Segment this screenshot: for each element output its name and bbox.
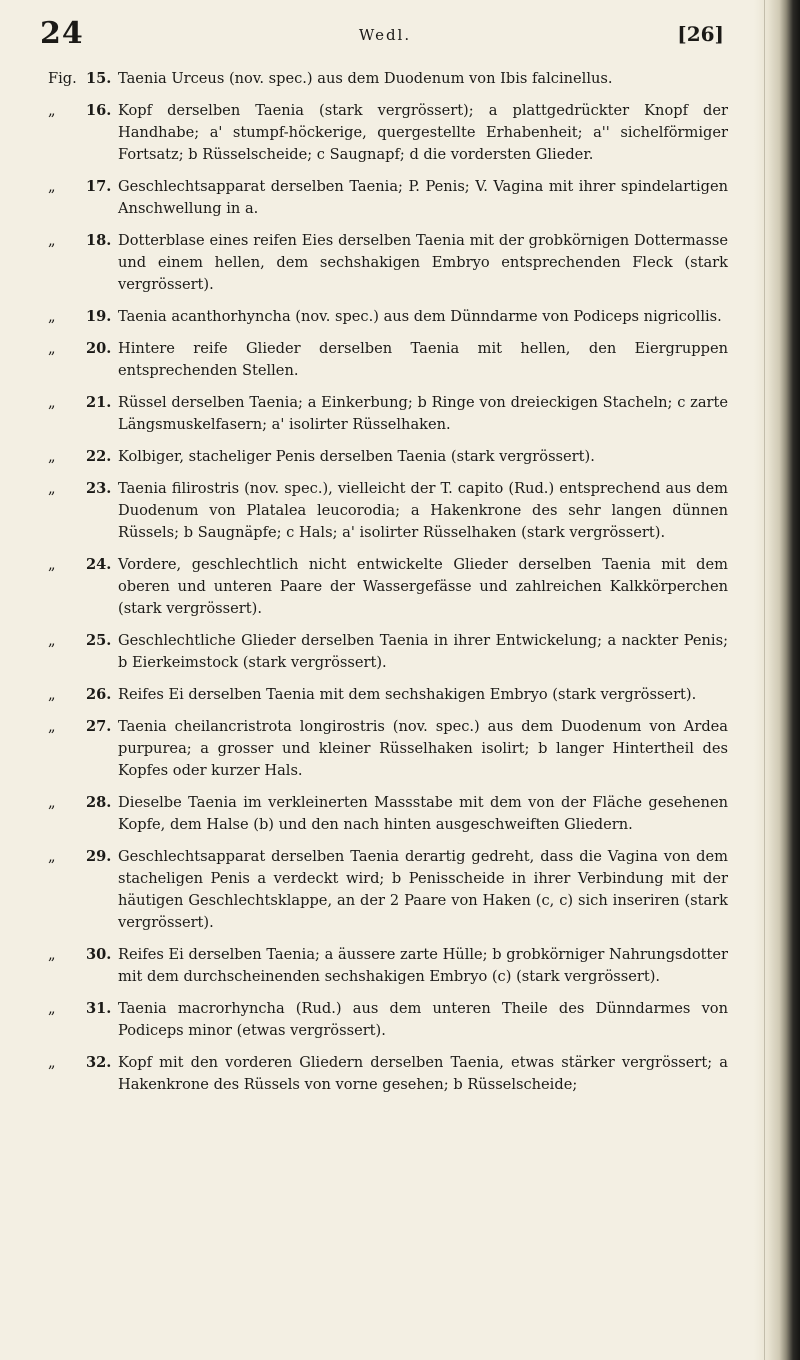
figure-entry xyxy=(48,630,728,674)
figure-marker: „ xyxy=(48,340,56,357)
figure-entry xyxy=(48,446,728,468)
figure-marker: „ xyxy=(48,232,56,249)
figure-entry xyxy=(48,998,728,1042)
figure-marker: „ xyxy=(48,556,56,573)
figure-caption: Rüssel derselben Taenia; a Einkerbung; b Ringe von dreieckigen Stacheln; c zarte Längsmuskelfasern; a' isolirter Rüsselhaken. xyxy=(118,394,728,433)
figure-marker: „ xyxy=(48,686,56,703)
figure-number: 32. xyxy=(86,1054,112,1071)
figure-marker: „ xyxy=(48,632,56,649)
figure-entry xyxy=(48,684,728,706)
figure-entry xyxy=(48,1052,728,1096)
figure-entry xyxy=(48,338,728,382)
figure-number: 17. xyxy=(86,178,112,195)
figure-caption: Taenia filirostris (nov. spec.), vielleicht der T. capito (Rud.) entsprechend aus dem Duodenum von Platalea leucorodia; a Hakenkrone des sehr langen dünnen Rüssels; b Saugnäpfe; c Hals; a' isolirter Rüsselhaken (stark vergrössert). xyxy=(118,480,728,541)
figure-number: 29. xyxy=(86,848,112,865)
figure-number: 16. xyxy=(86,102,112,119)
figure-entry xyxy=(48,716,728,782)
figure-caption: Dotterblase eines reifen Eies derselben Taenia mit der grobkörnigen Dottermasse und einem hellen, dem sechshakigen Embryo entsprechenden Fleck (stark vergrössert). xyxy=(118,232,728,293)
figure-caption: Reifes Ei derselben Taenia; a äussere zarte Hülle; b grobkörniger Nahrungsdotter mit dem durchscheinenden sechshakigen Embryo (c) (stark vergrössert). xyxy=(118,946,728,985)
figure-entry xyxy=(48,478,728,544)
figure-caption: Kopf derselben Taenia (stark vergrössert); a plattgedrückter Knopf der Handhabe; a' stumpf-höckerige, quergestellte Erhabenheit; a'' sichelförmiger Fortsatz; b Rüsselscheide; c Saugnapf; d die vordersten Glieder. xyxy=(118,102,728,163)
figure-caption: Kolbiger, stacheliger Penis derselben Taenia (stark vergrössert). xyxy=(118,448,595,465)
figure-entry xyxy=(48,846,728,934)
figure-number: 27. xyxy=(86,718,112,735)
figure-entry xyxy=(48,554,728,620)
figure-caption: Kopf mit den vorderen Gliedern derselben Taenia, etwas stärker vergrössert; a Hakenkrone des Rüssels von vorne gesehen; b Rüsselscheide; xyxy=(118,1054,728,1093)
figure-caption: Taenia Urceus (nov. spec.) aus dem Duodenum von Ibis falcinellus. xyxy=(118,70,613,87)
figure-marker: „ xyxy=(48,480,56,497)
figure-marker: „ xyxy=(48,448,56,465)
figure-caption: Dieselbe Taenia im verkleinerten Massstabe mit dem von der Fläche gesehenen Kopfe, dem Halse (b) und den nach hinten ausgeschweiften Gliedern. xyxy=(118,794,728,833)
figure-legend-list xyxy=(48,68,728,1106)
figure-marker: „ xyxy=(48,308,56,325)
figure-caption: Taenia cheilancristrota longirostris (nov. spec.) aus dem Duodenum von Ardea purpurea; a grosser und kleiner Rüsselhaken isolirt; b langer Hintertheil des Kopfes oder kurzer Hals. xyxy=(118,718,728,779)
figure-number: 24. xyxy=(86,556,112,573)
figure-entry xyxy=(48,392,728,436)
figure-entry xyxy=(48,68,728,90)
figure-marker: „ xyxy=(48,1054,56,1071)
figure-marker: „ xyxy=(48,718,56,735)
figure-number: 22. xyxy=(86,448,112,465)
figure-number: 31. xyxy=(86,1000,112,1017)
figure-entry xyxy=(48,306,728,328)
running-head-author: Wedl. xyxy=(358,26,412,44)
figure-entry xyxy=(48,100,728,166)
figure-marker: „ xyxy=(48,946,56,963)
figure-number: 19. xyxy=(86,308,112,325)
figure-caption: Reifes Ei derselben Taenia mit dem sechshakigen Embryo (stark vergrössert). xyxy=(118,686,697,703)
figure-entry xyxy=(48,944,728,988)
figure-entry xyxy=(48,176,728,220)
plate-reference: [26] xyxy=(677,22,724,46)
figure-number: 25. xyxy=(86,632,112,649)
figure-marker: Fig. xyxy=(48,70,77,87)
figure-caption: Geschlechtsapparat derselben Taenia; P. Penis; V. Vagina mit ihrer spindelartigen Anschwellung in a. xyxy=(118,178,728,217)
figure-number: 26. xyxy=(86,686,112,703)
figure-marker: „ xyxy=(48,848,56,865)
figure-caption: Geschlechtsapparat derselben Taenia derartig gedreht, dass die Vagina von dem stacheligen Penis a verdeckt wird; b Penisscheide in ihrer Verbindung mit der häutigen Geschlechtsklappe, an der 2 Paare von Haken (c, c) sich inseriren (stark vergrössert). xyxy=(118,848,728,931)
figure-number: 21. xyxy=(86,394,112,411)
figure-caption: Vordere, geschlechtlich nicht entwickelte Glieder derselben Taenia mit dem oberen und unteren Paare der Wassergefässe und zahlreichen Kalkkörperchen (stark vergrössert). xyxy=(118,556,728,617)
figure-number: 23. xyxy=(86,480,112,497)
figure-caption: Hintere reife Glieder derselben Taenia mit hellen, den Eiergruppen entsprechenden Stellen. xyxy=(118,340,728,379)
figure-entry xyxy=(48,792,728,836)
figure-caption: Geschlechtliche Glieder derselben Taenia in ihrer Entwickelung; a nackter Penis; b Eierkeimstock (stark vergrössert). xyxy=(118,632,728,671)
figure-caption: Taenia macrorhyncha (Rud.) aus dem unteren Theile des Dünndarmes von Podiceps minor (etwas vergrössert). xyxy=(118,1000,728,1039)
figure-marker: „ xyxy=(48,102,56,119)
page-number: 24 xyxy=(40,16,84,51)
figure-caption: Taenia acanthorhyncha (nov. spec.) aus dem Dünndarme von Podiceps nigricollis. xyxy=(118,308,722,325)
figure-number: 20. xyxy=(86,340,112,357)
figure-number: 30. xyxy=(86,946,112,963)
figure-marker: „ xyxy=(48,178,56,195)
figure-marker: „ xyxy=(48,1000,56,1017)
figure-number: 18. xyxy=(86,232,112,249)
figure-entry xyxy=(48,230,728,296)
figure-number: 28. xyxy=(86,794,112,811)
figure-number: 15. xyxy=(86,70,112,87)
page-edge-shadow xyxy=(754,0,800,1360)
figure-marker: „ xyxy=(48,794,56,811)
page-header xyxy=(40,16,730,56)
figure-marker: „ xyxy=(48,394,56,411)
